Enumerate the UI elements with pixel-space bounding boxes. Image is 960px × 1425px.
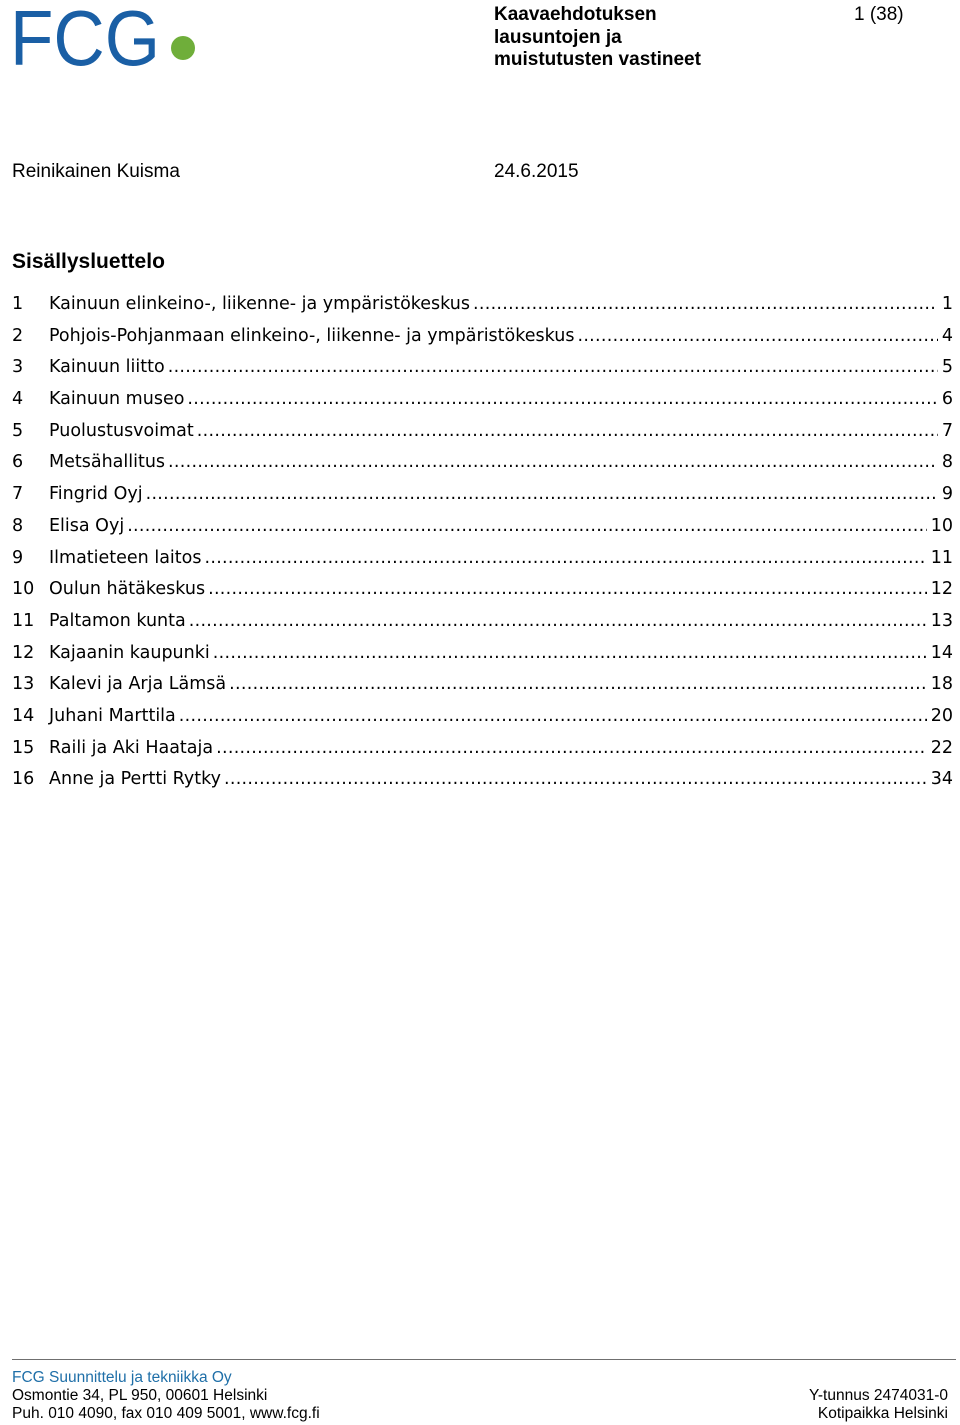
toc-dot-leader [216,735,927,761]
toc-entry-number: 7 [12,484,24,505]
toc-dot-leader [473,291,938,317]
page-indicator: 1 (38) [854,4,904,25]
toc-entry-title[interactable]: Elisa Oyj [49,515,125,536]
toc-dot-leader [127,513,927,539]
toc-entry-page[interactable]: 11 [930,547,953,568]
toc-entry-page[interactable]: 9 [941,484,953,505]
author-name: Reinikainen Kuisma [12,161,180,182]
toc-entry-number: 10 [12,579,35,600]
toc-entry[interactable] [12,545,953,577]
toc-entry-page[interactable]: 22 [930,737,953,758]
toc-dot-leader [168,449,938,475]
toc-entry-title[interactable]: Juhani Marttila [49,705,176,726]
footer-contact-block [12,1387,320,1423]
fcg-logo-text: FCG [12,4,160,68]
toc-entry-number: 1 [12,294,24,314]
toc-entry-number: 13 [12,674,35,695]
toc-entry[interactable] [12,640,953,672]
toc-entry[interactable] [12,576,953,608]
toc-entry-number: 12 [12,642,35,663]
toc-entry-title[interactable]: Kainuun elinkeino-, liikenne- ja ympäristökeskus [49,294,470,314]
toc-entry-number: 15 [12,737,35,758]
toc-dot-leader [179,703,927,729]
toc-entry-number: 14 [12,705,35,726]
toc-entry-title[interactable]: Oulun hätäkeskus [49,579,206,600]
toc-entry-title[interactable]: Puolustusvoimat [49,420,194,441]
toc-entry-page[interactable]: 8 [941,452,953,473]
toc-entry[interactable] [12,418,953,450]
toc-entry-page[interactable]: 5 [941,357,953,378]
table-of-contents [12,291,953,798]
toc-dot-leader [577,323,937,349]
toc-entry-title[interactable]: Kalevi ja Arja Lämsä [49,674,227,695]
toc-dot-leader [224,766,927,792]
toc-dot-leader [204,545,926,571]
toc-entry[interactable] [12,323,953,355]
toc-entry-page[interactable]: 20 [930,705,953,726]
toc-entry[interactable] [12,449,953,481]
toc-entry-number: 4 [12,389,24,410]
toc-entry-page[interactable]: 13 [930,610,953,631]
toc-entry-title[interactable]: Pohjois-Pohjanmaan elinkeino-, liikenne- ja ympäristökeskus [49,325,575,346]
toc-entry-number: 8 [12,515,24,536]
toc-entry-page[interactable]: 1 [941,294,953,314]
toc-entry-page[interactable]: 12 [930,579,953,600]
toc-dot-leader [189,608,927,634]
toc-entry[interactable] [12,671,953,703]
toc-entry-title[interactable]: Kainuun museo [49,389,185,410]
toc-entry[interactable] [12,766,953,798]
toc-dot-leader [213,640,927,666]
toc-entry-title[interactable]: Fingrid Oyj [49,484,143,505]
logo-dot-icon [171,36,195,60]
toc-entry[interactable] [12,513,953,545]
toc-entry-page[interactable]: 34 [930,769,953,790]
toc-entry[interactable] [12,481,953,513]
toc-entry-number: 3 [12,357,24,378]
toc-entry-page[interactable]: 18 [930,674,953,695]
footer-address: Osmontie 34, PL 950, 00601 Helsinki [12,1387,268,1404]
toc-entry-page[interactable]: 14 [930,642,953,663]
toc-dot-leader [229,671,927,697]
fcg-logo [12,4,198,68]
toc-entry[interactable] [12,703,953,735]
toc-entry-title[interactable]: Kainuun liitto [49,357,165,378]
toc-entry-title[interactable]: Ilmatieteen laitos [49,547,202,568]
footer-domicile: Kotipaikka Helsinki [817,1405,948,1422]
toc-heading: Sisällysluettelo [12,250,165,273]
toc-dot-leader [208,576,927,602]
footer-divider [12,1359,956,1360]
footer-company-name: FCG Suunnittelu ja tekniikka Oy [12,1369,232,1386]
toc-dot-leader [168,354,938,380]
toc-entry[interactable] [12,386,953,418]
toc-entry-title[interactable]: Kajaanin kaupunki [49,642,210,663]
footer-phone-web: Puh. 010 4090, fax 010 409 5001, www.fcg.fi [12,1405,320,1422]
toc-entry-number: 2 [12,325,24,346]
toc-dot-leader [187,386,937,412]
fcg-logo-mark [12,4,198,68]
toc-entry-title[interactable]: Raili ja Aki Haataja [49,737,214,758]
toc-entry-number: 9 [12,547,24,568]
toc-entry-title[interactable]: Anne ja Pertti Rytky [49,769,221,790]
toc-entry-number: 5 [12,420,24,441]
toc-entry[interactable] [12,735,953,767]
toc-entry-page[interactable]: 6 [941,389,953,410]
toc-entry-page[interactable]: 10 [930,515,953,536]
toc-entry[interactable] [12,354,953,386]
toc-entry-page[interactable]: 7 [941,420,953,441]
toc-entry-title[interactable]: Metsähallitus [49,452,166,473]
document-date: 24.6.2015 [494,161,579,182]
toc-dot-leader [146,481,938,507]
document-title: Kaavaehdotuksen lausuntojen ja muistutusten vastineet [494,4,701,70]
toc-entry-title[interactable]: Paltamon kunta [49,610,186,631]
toc-entry[interactable] [12,608,953,640]
toc-entry-number: 16 [12,769,35,790]
toc-entry-number: 11 [12,610,35,631]
toc-dot-leader [197,418,938,444]
toc-entry-number: 6 [12,452,24,473]
footer-business-id: Y-tunnus 2474031-0 [808,1387,948,1404]
footer-registration-block [809,1387,948,1423]
toc-entry[interactable] [12,291,953,323]
toc-entry-page[interactable]: 4 [941,325,953,346]
